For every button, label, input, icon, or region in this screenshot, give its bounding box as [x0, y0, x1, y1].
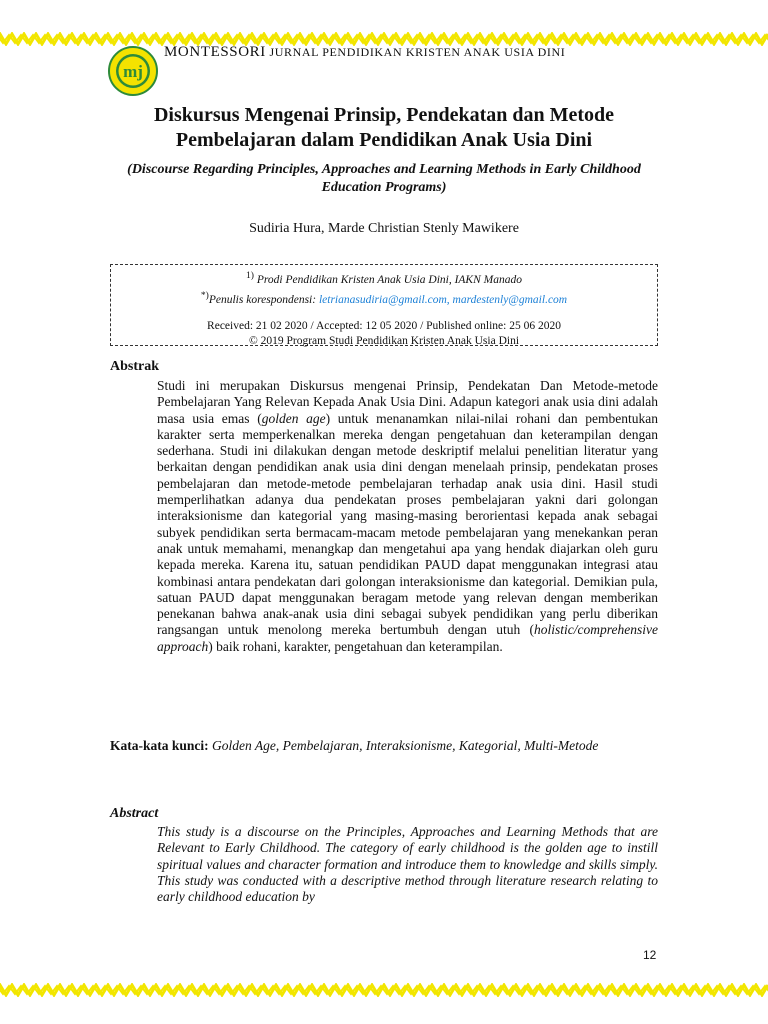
abstract-body: This study is a discourse on the Principles, Approaches and Learning Methods that are Relevant to Early Childhood. The category of early childhood is the golden age to instill spiritual values and character formation and introduce them to knowledge and skills simply. This study was conducted with a descriptive method through literature research relating to early childhood education by	[157, 824, 658, 905]
journal-name: MONTESSORI	[164, 44, 266, 60]
correspondence-line	[111, 288, 657, 308]
affiliation-text: Prodi Pendidikan Kristen Anak Usia Dini, IAKN Manado	[256, 273, 522, 286]
correspondence-emails[interactable]: letrianasudiria@gmail.com, mardestenly@gmail.com	[318, 293, 568, 306]
article-english-title: (Discourse Regarding Principles, Approaches and Learning Methods in Early Childhood Education Programs)	[127, 162, 641, 195]
publication-dates: Received: 21 02 2020 / Accepted: 12 05 2020 / Published online: 25 06 2020	[207, 319, 561, 332]
abstrak-text-2: ) untuk menanamkan nilai-nilai rohani dan pembentukan karakter serta memperkenalkan mereka dengan pengetahuan dan keterampilan dengan sederhana. Studi ini dilakukan dengan metode deskriptif melalui penelitian literatur yang berkaitan dengan pendidikan anak usia dini dengan menelaah prinsip, pendekatan proses pembelajaran dan metode-metode pembelajaran terhadap anak usia dini. Hasil studi memperlihatkan adanya dua pendekatan proses pembelajaran yakni dari golongan interaksionisme dan kategorial yang masing-masing berorientasi kepada anak sebagai subyek pendidikan serta bermacam-macam metode pembelajaran yang menekankan peran anak untuk memahami, menangkap dan mengetahui apa yang hendak diajarkan oleh guru kepada mereka. Karena itu, satuan pendidikan PAUD dapat menggunakan integrasi atau kombinasi antara pendekatan dari golongan interaksionisme dan kategorial. Demikian pula, satuan PAUD dapat menggunakan beragam metode yang relevan dengan memberikan penekanan bahwa anak-anak usia dini sebagai subyek pendidikan yang perlu diberikan rangsangan untuk menolong mereka bertumbuh dengan utuh (	[157, 410, 658, 638]
page-number: 12	[643, 948, 657, 962]
article-authors: Sudiria Hura, Marde Christian Stenly Mawikere	[249, 221, 519, 236]
journal-logo	[108, 46, 158, 96]
article-info-box	[110, 264, 658, 346]
article-title: Diskursus Mengenai Prinsip, Pendekatan dan Metode Pembelajaran dalam Pendidikan Anak Usia Dini	[153, 104, 615, 151]
correspondence-label: Penulis korespondensi:	[208, 293, 317, 306]
copyright-line: © 2019 Program Studi Pendidikan Kristen Anak Usia Dini	[248, 334, 520, 347]
affiliation-mark: 1)	[246, 270, 254, 281]
abstrak-holistic: holistic/comprehensive approach	[157, 622, 658, 654]
keywords-values: Golden Age, Pembelajaran, Interaksionisme, Kategorial, Multi-Metode	[212, 738, 599, 753]
logo-letters: mj	[123, 62, 143, 81]
affiliation-line	[111, 268, 657, 288]
abstrak-golden-age: golden age	[261, 410, 326, 426]
abstrak-text-1: Studi ini merupakan Diskursus mengenai Prinsip, Pendekatan Dan Metode-metode Pembelajaran Yang Relevan Kepada Anak Usia Dini. Adapun kategori anak usia dini adalah masa usia emas (	[157, 378, 658, 426]
keywords-line	[110, 738, 658, 754]
abstract-heading: Abstract	[110, 806, 159, 821]
journal-subtitle: JURNAL PENDIDIKAN KRISTEN ANAK USIA DINI	[269, 45, 566, 59]
correspondence-mark: *)	[200, 289, 209, 301]
bottom-decorative-border	[0, 983, 768, 997]
abstrak-body	[157, 378, 658, 655]
keywords-label: Kata-kata kunci:	[110, 738, 209, 753]
abstrak-text-3: ) baik rohani, karakter, pengetahuan dan keterampilan.	[208, 638, 503, 654]
abstrak-heading: Abstrak	[110, 359, 160, 374]
journal-header	[164, 44, 565, 61]
